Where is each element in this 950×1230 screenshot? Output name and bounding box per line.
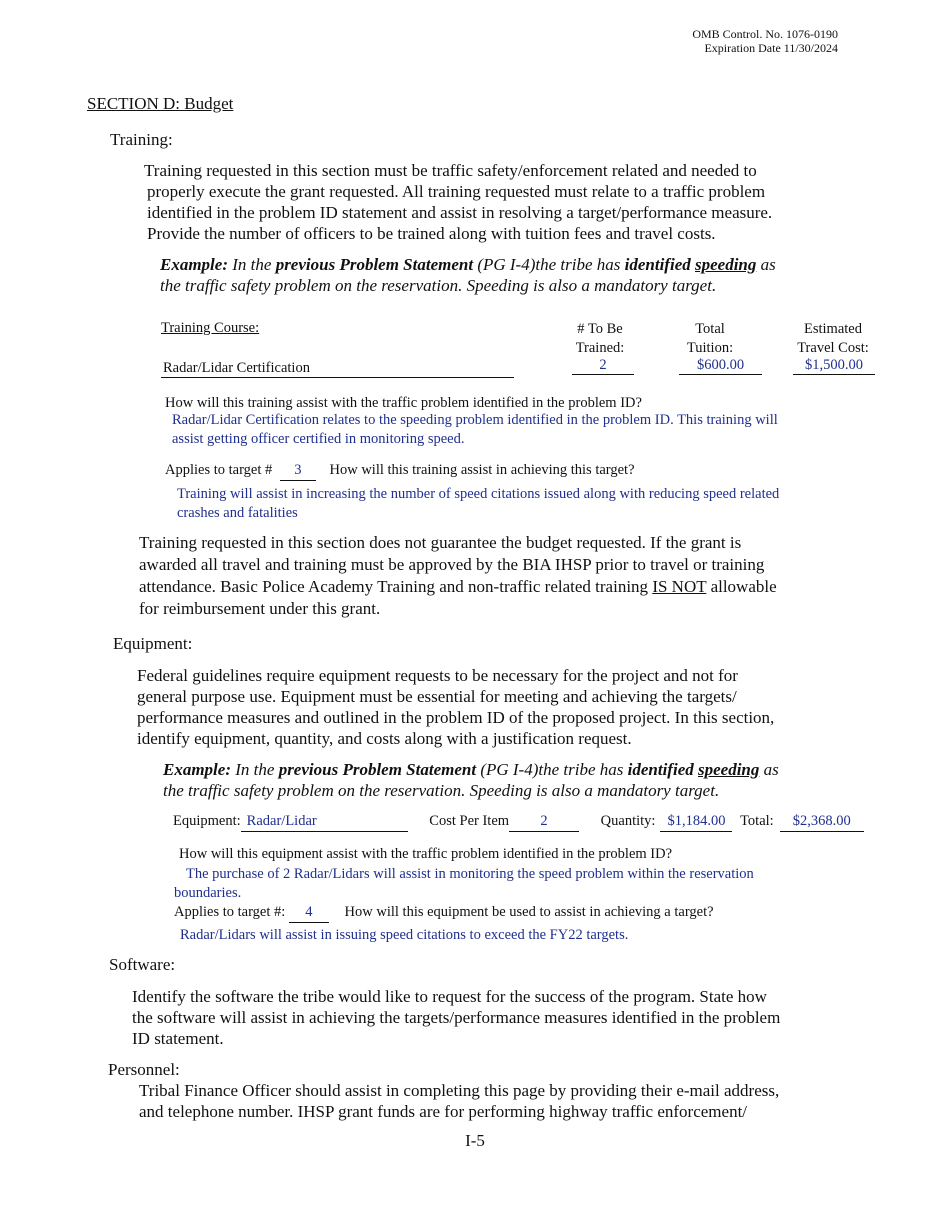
travel-header-line1: Estimated — [804, 321, 862, 337]
example-bold: previous Problem Statement — [278, 760, 477, 779]
target-label: Applies to target #: — [174, 904, 286, 920]
equipment-target-field[interactable]: 4 — [289, 903, 329, 923]
example-bold: previous Problem Statement — [275, 255, 474, 274]
example-text: (PG I-4)the tribe has — [476, 760, 628, 779]
equipment-intro — [137, 665, 857, 749]
answer-line: crashes and fatalities — [177, 505, 298, 521]
notice-text: allowable — [706, 577, 777, 596]
answer-line: Training will assist in increasing the number of speed citations issued along with reducing speed related — [177, 486, 780, 502]
training-intro-line: properly execute the grant requested. All training requested must relate to a traffic problem — [147, 182, 766, 201]
training-answer-target[interactable] — [177, 485, 867, 523]
equipment-heading: Equipment: — [113, 634, 193, 653]
cost-per-item-label: Cost Per Item — [429, 813, 510, 829]
personnel-heading: Personnel: — [108, 1060, 180, 1079]
software-intro-line: ID statement. — [132, 1029, 224, 1048]
omb-header — [640, 27, 838, 55]
training-intro-line: Training requested in this section must be traffic safety/enforcement related and needed to — [144, 161, 757, 180]
cost-per-item-field[interactable]: 2 — [509, 812, 579, 832]
tuition-header-line2: Tuition: — [686, 340, 734, 356]
equipment-question-problem: How will this equipment assist with the traffic problem identified in the problem ID? — [179, 846, 673, 862]
total-label: Total: — [740, 813, 774, 829]
answer-line: The purchase of 2 Radar/Lidars will assist in monitoring the speed problem within the reservation — [186, 866, 754, 882]
example-bold: identified — [627, 760, 694, 779]
training-intro-line: Provide the number of officers to be trained along with tuition fees and travel costs. — [147, 224, 716, 243]
equipment-example — [163, 759, 883, 801]
answer-line: Radar/Lidar Certification relates to the speeding problem identified in the problem ID. This training will — [172, 412, 778, 428]
travel-header — [785, 320, 881, 358]
equipment-answer-problem[interactable] — [174, 865, 874, 903]
software-intro — [132, 986, 862, 1049]
notice-line: Training requested in this section does not guarantee the budget requested. If the grant is — [139, 533, 742, 552]
omb-expiration-date: Expiration Date 11/30/2024 — [704, 41, 838, 55]
software-heading: Software: — [109, 955, 176, 974]
training-target-field[interactable]: 3 — [280, 461, 316, 481]
page-number: I-5 — [465, 1131, 485, 1150]
section-title: SECTION D: Budget — [87, 94, 234, 113]
training-question-problem: How will this training assist with the traffic problem identified in the problem ID? — [165, 395, 642, 411]
example-label: Example: — [163, 760, 231, 779]
training-answer-problem[interactable] — [172, 411, 872, 449]
equipment-intro-line: performance measures and outlined in the problem ID of the proposed project. In this section, — [137, 708, 775, 727]
training-intro — [144, 160, 864, 244]
example-text: as — [759, 760, 779, 779]
training-heading: Training: — [110, 130, 173, 149]
training-course-field[interactable] — [161, 360, 514, 378]
trained-header-line1: # To Be — [577, 321, 623, 337]
example-bold-underlined: speeding — [695, 255, 757, 274]
equipment-label: Equipment: — [173, 813, 241, 829]
personnel-intro-line: Tribal Finance Officer should assist in completing this page by providing their e-mail address, — [139, 1081, 780, 1100]
software-intro-line: the software will assist in achieving the targets/performance measures identified in the problem — [132, 1008, 781, 1027]
equipment-intro-line: general purpose use. Equipment must be essential for meeting and achieving the targets/ — [137, 687, 737, 706]
equipment-row — [173, 812, 864, 832]
equipment-intro-line: Federal guidelines require equipment requests to be necessary for the project and not for — [137, 666, 738, 685]
trained-header-line2: Trained: — [575, 340, 625, 356]
notice-line: for reimbursement under this grant. — [139, 599, 381, 618]
equipment-answer-target[interactable]: Radar/Lidars will assist in issuing speed citations to exceed the FY22 targets. — [180, 927, 629, 943]
quantity-field[interactable]: $1,184.00 — [660, 812, 732, 832]
tuition-field[interactable]: $600.00 — [679, 357, 762, 375]
notice-text: attendance. Basic Police Academy Training and non-traffic related training — [139, 577, 653, 596]
example-text: as — [756, 255, 776, 274]
equipment-target-row — [174, 903, 714, 923]
personnel-intro-line: and telephone number. IHSP grant funds are for performing highway traffic enforcement/ — [139, 1102, 748, 1121]
example-label: Example: — [160, 255, 228, 274]
training-target-row — [165, 461, 635, 481]
travel-header-line2: Travel Cost: — [797, 340, 869, 356]
example-bold-underlined: speeding — [698, 760, 760, 779]
answer-line: boundaries. — [174, 885, 242, 901]
travel-cost-field[interactable]: $1,500.00 — [793, 357, 875, 375]
omb-control-number: OMB Control. No. 1076-0190 — [692, 27, 838, 41]
target-label: Applies to target # — [165, 462, 273, 478]
training-course-value: Radar/Lidar Certification — [163, 360, 310, 376]
target-question: How will this training assist in achieving this target? — [329, 462, 635, 478]
trained-header — [562, 320, 638, 358]
training-intro-line: identified in the problem ID statement and assist in resolving a target/performance measure. — [147, 203, 773, 222]
personnel-intro — [139, 1080, 869, 1122]
example-line2: the traffic safety problem on the reservation. Speeding is also a mandatory target. — [160, 276, 717, 295]
example-text: In the — [231, 760, 279, 779]
example-text: (PG I-4)the tribe has — [473, 255, 625, 274]
notice-line — [139, 576, 879, 598]
quantity-label: Quantity: — [600, 813, 656, 829]
tuition-header — [672, 320, 748, 358]
software-intro-line: Identify the software the tribe would like to request for the success of the program. State how — [132, 987, 767, 1006]
training-example — [160, 254, 880, 296]
example-text: In the — [228, 255, 276, 274]
notice-underlined: IS NOT — [652, 577, 707, 596]
target-question: How will this equipment be used to assist in achieving a target? — [344, 904, 714, 920]
training-course-header: Training Course: — [161, 320, 260, 336]
training-notice — [139, 532, 879, 620]
answer-line: assist getting officer certified in monitoring speed. — [172, 431, 465, 447]
equipment-field[interactable]: Radar/Lidar — [241, 812, 408, 832]
notice-line: awarded all travel and training must be approved by the BIA IHSP prior to travel or training — [139, 555, 765, 574]
trained-count-field[interactable]: 2 — [572, 357, 634, 375]
tuition-header-line1: Total — [695, 321, 725, 337]
example-bold: identified — [624, 255, 691, 274]
total-field[interactable]: $2,368.00 — [780, 812, 864, 832]
equipment-intro-line: identify equipment, quantity, and costs along with a justification request. — [137, 729, 632, 748]
example-line2: the traffic safety problem on the reservation. Speeding is also a mandatory target. — [163, 781, 720, 800]
